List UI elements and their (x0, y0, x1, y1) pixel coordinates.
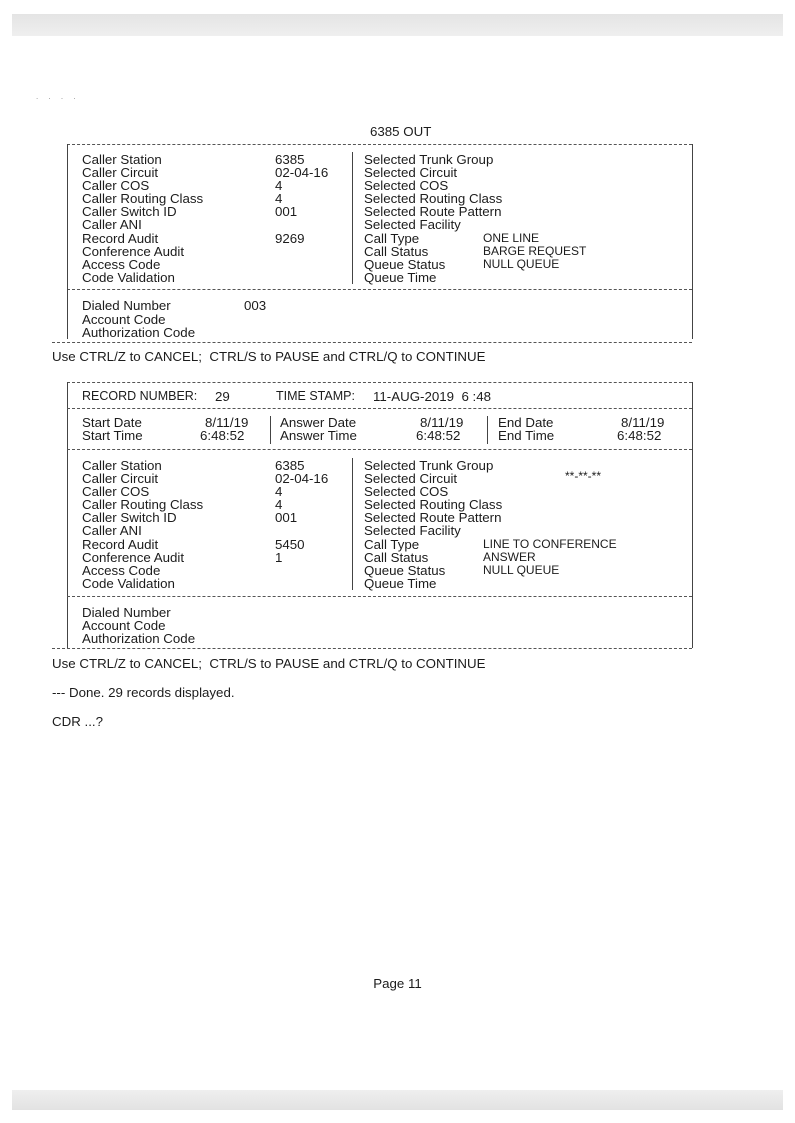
selected-circuit-label: Selected Circuit (364, 165, 458, 180)
end-time-label: End Time (498, 428, 555, 443)
timestamp-value: 11-AUG-2019 6 :48 (373, 389, 492, 404)
selected-trunk-group-label: Selected Trunk Group (364, 152, 494, 167)
selected-route-pattern-label: Selected Route Pattern (364, 204, 502, 219)
selected-facility-label: Selected Facility (364, 217, 461, 232)
page-number: Page 11 (373, 976, 422, 991)
answer-time-label: Answer Time (280, 428, 357, 443)
start-date-label: Start Date (82, 415, 142, 430)
end-date-value: 8/11/19 (621, 415, 665, 430)
selected-routing-class-label: Selected Routing Class (364, 497, 503, 512)
column-divider (487, 416, 488, 444)
start-time-label: Start Time (82, 428, 143, 443)
call-type-value: ONE LINE (483, 231, 540, 245)
caller-routing-class-label: Caller Routing Class (82, 497, 204, 512)
divider (52, 342, 692, 343)
call-status-value: ANSWER (483, 550, 536, 564)
caller-cos-value: 4 (275, 178, 283, 193)
conference-audit-label: Conference Audit (82, 244, 185, 259)
caller-station-value: 6385 (275, 458, 305, 473)
timestamp-label: TIME STAMP: (276, 389, 355, 403)
selected-cos-label: Selected COS (364, 178, 449, 193)
divider (67, 144, 692, 145)
queue-status-label: Queue Status (364, 257, 446, 272)
caller-routing-class-value: 4 (275, 191, 283, 206)
selected-routing-class-label: Selected Routing Class (364, 191, 503, 206)
frame-left (67, 144, 68, 290)
queue-time-label: Queue Time (364, 576, 437, 591)
caller-station-label: Caller Station (82, 152, 162, 167)
access-code-label: Access Code (82, 563, 161, 578)
answer-date-label: Answer Date (280, 415, 357, 430)
authorization-code-label: Authorization Code (82, 325, 196, 340)
ctrl-instructions: Use CTRL/Z to CANCEL; CTRL/S to PAUSE and CTRL/Q to CONTINUE (52, 349, 486, 364)
frame-left (67, 382, 68, 648)
caller-ani-label: Caller ANI (82, 523, 142, 538)
call-type-value: LINE TO CONFERENCE (483, 537, 617, 551)
divider (67, 449, 692, 450)
caller-ani-label: Caller ANI (82, 217, 142, 232)
code-validation-label: Code Validation (82, 576, 175, 591)
end-date-label: End Date (498, 415, 554, 430)
queue-time-label: Queue Time (364, 270, 437, 285)
caller-switch-id-value: 001 (275, 510, 298, 525)
caller-station-label: Caller Station (82, 458, 162, 473)
caller-switch-id-label: Caller Switch ID (82, 510, 177, 525)
account-code-label: Account Code (82, 312, 166, 327)
start-time-value: 6:48:52 (200, 428, 245, 443)
record-number-value: 29 (215, 389, 230, 404)
selected-circuit-label: Selected Circuit (364, 471, 458, 486)
caller-cos-label: Caller COS (82, 178, 150, 193)
queue-status-value: NULL QUEUE (483, 563, 560, 577)
divider (67, 382, 692, 383)
page-heading: 6385 OUT (370, 124, 432, 139)
call-type-label: Call Type (364, 231, 420, 246)
account-code-label: Account Code (82, 618, 166, 633)
caller-station-value: 6385 (275, 152, 305, 167)
authorization-code-label: Authorization Code (82, 631, 196, 646)
conference-audit-label: Conference Audit (82, 550, 185, 565)
selected-trunk-group-label: Selected Trunk Group (364, 458, 494, 473)
frame-left (67, 289, 68, 339)
call-status-label: Call Status (364, 244, 429, 259)
access-code-label: Access Code (82, 257, 161, 272)
caller-routing-class-value: 4 (275, 497, 283, 512)
frame-right (692, 289, 693, 339)
call-type-label: Call Type (364, 537, 420, 552)
dialed-number-label: Dialed Number (82, 605, 171, 620)
selected-route-pattern-label: Selected Route Pattern (364, 510, 502, 525)
queue-status-value: NULL QUEUE (483, 257, 560, 271)
scan-border-top (12, 14, 783, 36)
conference-audit-value: 1 (275, 550, 283, 565)
frame-right (692, 382, 693, 648)
record-audit-value: 5450 (275, 537, 305, 552)
caller-cos-label: Caller COS (82, 484, 150, 499)
selected-circuit-value: **-**-** (565, 469, 602, 483)
selected-cos-label: Selected COS (364, 484, 449, 499)
caller-routing-class-label: Caller Routing Class (82, 191, 204, 206)
call-status-value: BARGE REQUEST (483, 244, 587, 258)
caller-circuit-label: Caller Circuit (82, 165, 159, 180)
record-audit-label: Record Audit (82, 537, 159, 552)
column-divider (352, 458, 353, 590)
answer-time-value: 6:48:52 (416, 428, 461, 443)
done-message: --- Done. 29 records displayed. (52, 685, 235, 700)
record-number-label: RECORD NUMBER: (82, 389, 198, 403)
record-audit-label: Record Audit (82, 231, 159, 246)
caller-switch-id-value: 001 (275, 204, 298, 219)
column-divider (270, 416, 271, 444)
dialed-number-label: Dialed Number (82, 298, 171, 313)
frame-right (692, 144, 693, 290)
caller-cos-value: 4 (275, 484, 283, 499)
caller-switch-id-label: Caller Switch ID (82, 204, 177, 219)
divider (67, 596, 692, 597)
queue-status-label: Queue Status (364, 563, 446, 578)
code-validation-label: Code Validation (82, 270, 175, 285)
caller-circuit-label: Caller Circuit (82, 471, 159, 486)
column-divider (352, 152, 353, 284)
caller-circuit-value: 02-04-16 (275, 471, 329, 486)
caller-circuit-value: 02-04-16 (275, 165, 329, 180)
scan-border-bottom (12, 1090, 783, 1110)
end-time-value: 6:48:52 (617, 428, 662, 443)
scan-specks: . . . . (36, 92, 80, 101)
ctrl-instructions: Use CTRL/Z to CANCEL; CTRL/S to PAUSE and CTRL/Q to CONTINUE (52, 656, 486, 671)
divider (67, 289, 692, 290)
selected-facility-label: Selected Facility (364, 523, 461, 538)
cdr-prompt: CDR ...? (52, 714, 103, 729)
dialed-number-value: 003 (244, 298, 267, 313)
divider (67, 408, 692, 409)
answer-date-value: 8/11/19 (420, 415, 464, 430)
call-status-label: Call Status (364, 550, 429, 565)
start-date-value: 8/11/19 (205, 415, 249, 430)
divider (52, 648, 692, 649)
record-audit-value: 9269 (275, 231, 305, 246)
